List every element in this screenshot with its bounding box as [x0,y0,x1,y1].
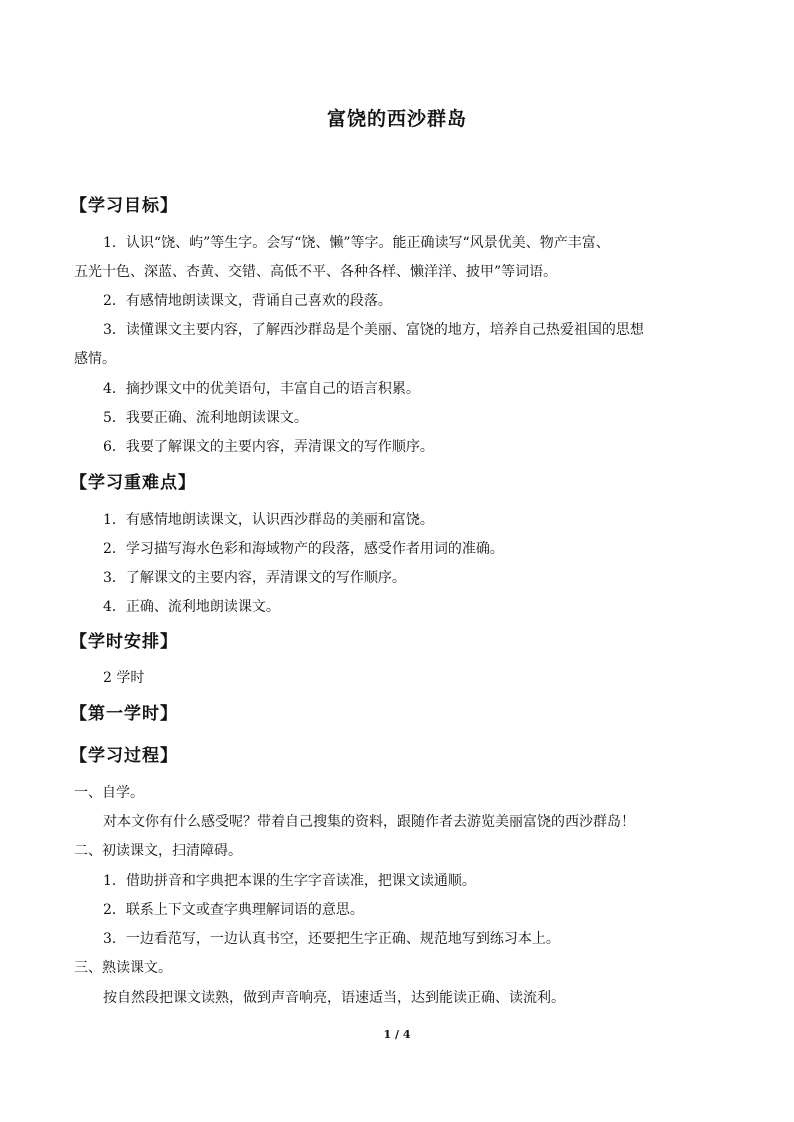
section-heading-key-points: 【学习重难点】 [70,473,196,493]
section-heading-first-period: 【第一学时】 [70,704,178,724]
process-line: 3．一边看范写，一边认真书空，还要把生字正确、规范地写到练习本上。 [103,931,560,947]
key-point-line: 3．了解课文的主要内容，弄清课文的写作顺序。 [103,570,406,586]
process-line: 1．借助拼音和字典把本课的生字字音读准，把课文读通顺。 [103,873,476,889]
section-heading-schedule: 【学时安排】 [70,632,178,652]
goal-line: 五光十色、深蓝、杏黄、交错、高低不平、各种各样、懒洋洋、披甲”等词语。 [74,264,558,280]
goal-line: 感情。 [74,351,116,367]
process-step-heading: 二、初读课文，扫清障碍。 [74,843,242,859]
page-title: 富饶的西沙群岛 [326,108,467,130]
page-number: 1 / 4 [383,1028,411,1041]
process-line: 2．联系上下文或查字典理解词语的意思。 [103,902,364,918]
schedule-text: 2 学时 [103,670,145,686]
process-step-heading: 三、熟读课文。 [74,960,172,976]
goal-line: 1．认识“饶、屿”等生字。会写“饶、懒”等字。能正确读写“风景优美、物产丰富、 [103,235,610,251]
goal-line: 4．摘抄课文中的优美语句，丰富自己的语言积累。 [103,381,420,397]
key-point-line: 4．正确、流利地朗读课文。 [103,599,280,615]
goal-line: 3．读懂课文主要内容，了解西沙群岛是个美丽、富饶的地方，培养自己热爱祖国的思想 [103,322,644,338]
process-step-heading: 一、自学。 [74,785,144,801]
goal-line: 5．我要正确、流利地朗读课文。 [103,410,308,426]
goal-line: 2．有感情地朗读课文，背诵自己喜欢的段落。 [103,293,392,309]
process-line: 对本文你有什么感受呢？带着自己搜集的资料，跟随作者去游览美丽富饶的西沙群岛！ [103,814,635,830]
section-heading-goals: 【学习目标】 [70,196,178,216]
key-point-line: 2．学习描写海水色彩和海域物产的段落，感受作者用词的准确。 [103,541,504,557]
process-line: 按自然段把课文读熟，做到声音响亮，语速适当，达到能读正确、读流利。 [103,990,565,1006]
section-heading-process: 【学习过程】 [70,746,178,766]
goal-line: 6．我要了解课文的主要内容，弄清课文的写作顺序。 [103,439,434,455]
key-point-line: 1．有感情地朗读课文，认识西沙群岛的美丽和富饶。 [103,512,434,528]
